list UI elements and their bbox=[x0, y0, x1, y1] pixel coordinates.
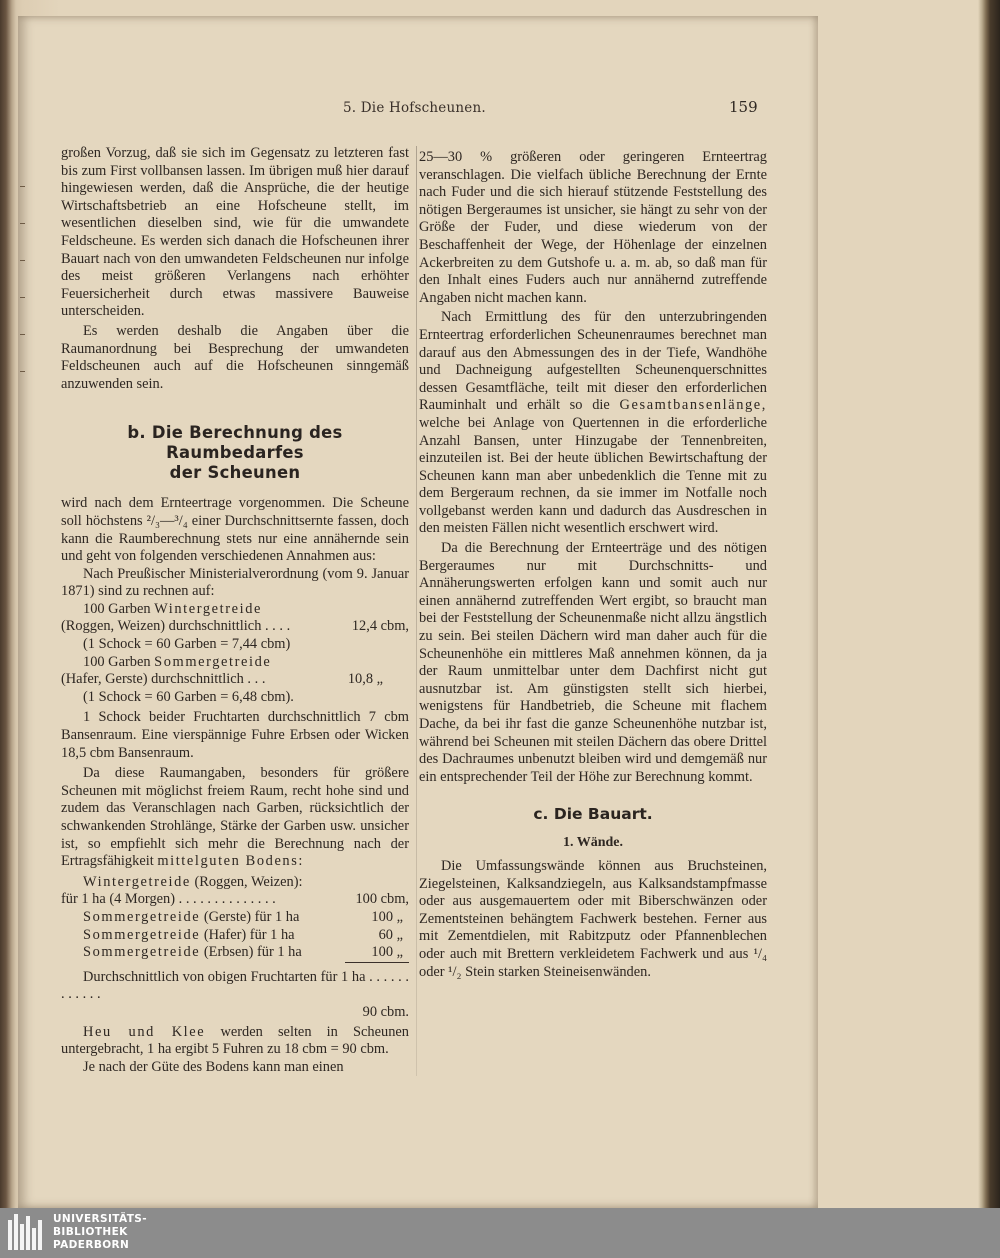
book-edge bbox=[800, 0, 1000, 1208]
average-yield: Durchschnittlich von obigen Fruchtarten für 1 ha . . . . . . . . . . . . bbox=[61, 968, 409, 1003]
paragraph: Nach Preußischer Ministerialverordnung (vom 9. Januar 1871) sind zu rechnen auf: bbox=[61, 565, 409, 600]
right-column bbox=[419, 149, 767, 981]
running-head: 5. Die Hofscheunen. bbox=[343, 100, 486, 116]
section-heading-b: b. Die Berechnung des Raumbedarfes der Scheunen bbox=[127, 423, 343, 483]
paragraph: 25—30 % größeren oder geringeren Ernteertrag veranschlagen. Die vielfach übliche Berechnung der Ernte nach Fuder und die sich hierauf stützende Feststellung des nötigen Bergeraumes ist unsicher, sie hängt zu sehr von der Größe der Fuder, und diese wiederum von der Beschaffenheit der Wege, der Höhenlage der einzelnen Ackerbreiten zu dem Gutshofe u. a. m. ab, so daß man für den Inhalt eines Fuders auch nur annähernd zutreffende Angaben nicht machen kann. bbox=[419, 149, 767, 306]
spine-marks bbox=[20, 186, 28, 408]
paragraph: 1 Schock beider Fruchtarten durchschnittlich 7 cbm Bansenraum. Eine vierspännige Fuhre Erbsen oder Wicken 18,5 cbm Bansenraum. bbox=[61, 709, 409, 761]
average-yield-row: 90 cbm. bbox=[362, 1003, 409, 1020]
yield-table-heading: Wintergetreide (Roggen, Weizen): bbox=[83, 873, 303, 890]
paragraph: Je nach der Güte des Bodens kann man einen bbox=[83, 1058, 344, 1075]
library-name: UNIVERSITÄTS- BIBLIOTHEK PADERBORN bbox=[53, 1213, 148, 1251]
book-page bbox=[18, 16, 818, 1208]
summer-grain-entry: 100 Garben Sommergetreide bbox=[83, 653, 272, 670]
yield-row: Sommergetreide (Erbsen) für 1 ha 100 „ bbox=[83, 944, 403, 961]
paragraph: Die Umfassungswände können aus Bruchsteinen, Ziegelsteinen, Kalksandziegeln, aus Kalksandstampfmasse oder aus ausgemauertem oder mit Biberschwänzen oder Zementsteinen behängtem Fachwerk bestehen. Ferner aus mit Zementdielen, mit Rabitzputz oder Pfannenblechen oder auch mit Brettern verkleidetem Fachwerk und aus ¹/₄ oder ¹/₂ Stein starken Steineisenwänden. bbox=[419, 857, 767, 980]
left-column bbox=[61, 145, 409, 1076]
column-divider bbox=[416, 146, 417, 1076]
sum-rule bbox=[345, 962, 409, 963]
winter-schock: (1 Schock = 60 Garben = 7,44 cbm) bbox=[83, 636, 291, 653]
section-heading-c: c. Die Bauart. bbox=[533, 805, 653, 824]
library-logo-icon bbox=[6, 1212, 46, 1254]
yield-row: Sommergetreide (Hafer) für 1 ha 60 „ bbox=[83, 926, 403, 943]
paragraph: Da die Berechnung der Ernteerträge und des nötigen Bergeraumes nur mit Durchschnitts- und Annäherungswerten erfolgen kann und somit auch nur einen annähernd zutreffenden Wert ergibt, so braucht man bei der Feststellung der Scheunenmaße nicht allzu ängstlich zu sein. Bei steilen Dächern wird man daher auch für die Scheunenhöhe ein mittleres Maß annehmen können, da ja der Raum unmittelbar unter dem Dachfirst nicht gut ausnutzbar ist. Am günstigsten stellt sich hierbei, wenigstens für Handbetrieb, die Scheune mit flachem Dache, da bei ihr fast die ganze Scheunenhöhe nutzbar ist, während bei Scheunen mit steilen Dächern das obere Drittel des Dachraumes unbenutzt bleiben wird und demgemäß nur ein entsprechender Teil der Höhe zur Berechnung kommt. bbox=[419, 540, 767, 785]
subsection-heading: 1. Wände. bbox=[562, 835, 624, 851]
page-number: 159 bbox=[729, 98, 758, 116]
library-footer bbox=[0, 1208, 1000, 1258]
paragraph: Nach Ermittlung des für den unterzubringenden Ernteertrag erforderlichen Scheunenraumes berechnet man darauf aus den Abmessungen des in der Tiefe, Wandhöhe und Dachneigung aufgestellten Scheunenquerschnittes dessen Gesamtfläche, teilt mit dieser den erforderlichen Rauminhalt und erhält so die Gesamtbansenlänge, welche bei Anlage von Quertennen in die erforderliche Anzahl Bansen, unter Hinzugabe der Tennenbreiten, einzuteilen ist. Bei der heute üblichen Bewirtschaftung der Scheunen kann man aber unbedenklich die Tenne mit zu dem Bergeraum rechnen, da sie immer im Notfalle noch vollgebanst werden kann und dadurch das Ausdreschen in den meisten Fällen nicht wesentlich erschwert wird. bbox=[419, 309, 767, 537]
paragraph: Heu und Klee werden selten in Scheunen untergebracht, 1 ha ergibt 5 Fuhren zu 18 cbm = 90 cbm. bbox=[61, 1023, 409, 1058]
paragraph: großen Vorzug, daß sie sich im Gegensatz zu letzteren fast bis zum First vollbansen lassen. Im übrigen muß hier darauf hingewiesen werden, daß die Ansprüche, die der heutige Wirtschaftsbetrieb an eine Hofscheune stellt, im wesentlichen dieselben sind, wie für die umwandete Feldscheune. Es werden sich danach die Hofscheunen ihrer Bauart nach von den umwandeten Feldscheunen nur infolge des meist größeren Verlangens nach erhöhter Feuersicherheit durch etwas massivere Bauweise unterscheiden. bbox=[61, 145, 409, 320]
paragraph: wird nach dem Ernteertrage vorgenommen. Die Scheune soll höchstens ²/₃—³/₄ einer Durchschnittsernte fassen, doch kann die Raumberechnung stets nur eine annähernde sein und geht von folgenden verschiedenen Annahmen aus: bbox=[61, 495, 409, 565]
yield-row: für 1 ha (4 Morgen) . . . . . . . . . . . . . . 100 cbm, bbox=[61, 891, 409, 908]
yield-table bbox=[83, 909, 409, 963]
winter-grain-entry: 100 Garben Wintergetreide bbox=[83, 600, 263, 617]
summer-grain-row: (Hafer, Gerste) durchschnittlich . . . 10,8 „ bbox=[61, 671, 383, 688]
summer-schock: (1 Schock = 60 Garben = 6,48 cbm). bbox=[83, 688, 294, 705]
winter-grain-row: (Roggen, Weizen) durchschnittlich . . . . 12,4 cbm, bbox=[61, 618, 409, 635]
yield-row: Sommergetreide (Gerste) für 1 ha 100 „ bbox=[83, 908, 403, 925]
paragraph: Da diese Raumangaben, besonders für größere Scheunen mit möglichst freiem Raum, recht hohe sind und zudem das Veranschlagen nach Garben, rücksichtlich der schwankenden Strohlänge, Stärke der Garben usw. unsicher ist, so empfiehlt sich mehr die Berechnung nach der Ertragsfähigkeit mittelguten Bodens: bbox=[61, 765, 409, 870]
paragraph: Es werden deshalb die Angaben über die Raumanordnung bei Besprechung der umwandeten Feldscheunen auch auf die Hofscheunen sinngemäß anzuwenden sein. bbox=[61, 322, 409, 392]
